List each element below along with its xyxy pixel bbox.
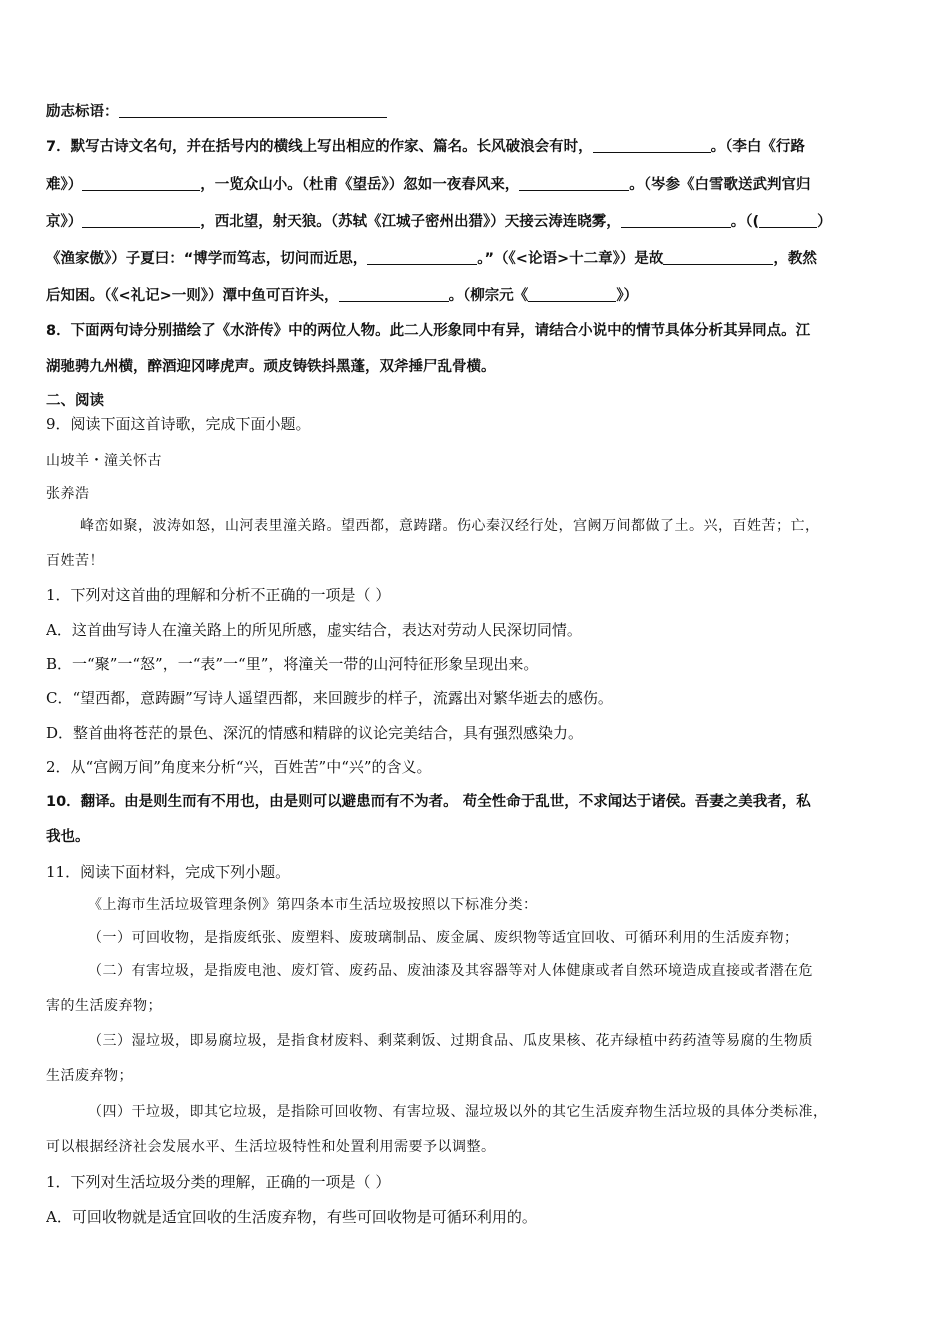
fill-blank [759, 213, 817, 228]
material-line-5: （三）湿垃圾，即易腐垃圾，是指食材废料、剩菜剩饭、过期食品、瓜皮果核、花卉绿植中药药渣等易腐的生物质 [88, 1033, 813, 1049]
q7-line-2: 难》） ，一览众山小。（杜甫《望岳》）忽如一夜春风来， 。（岑参《白雪歌送武判官归 [46, 177, 811, 193]
q7-line-3: 京》） ，西北望，射天狼。（苏轼《江城子密州出猎》）天接云涛连晓雾， 。（( ） [46, 214, 832, 230]
section-heading: 二、阅读 [46, 393, 104, 409]
q7-line-4: 《渔家傲》）子夏曰：“博学而笃志，切问而近思， 。”（《<论语>十二章》）是故 ，教然 [46, 251, 817, 267]
poem-body-2: 百姓苦！ [46, 553, 104, 569]
q8-line-2: 湖驰骋九州横，醉酒迎冈哮虎声。顽皮铸铁抖黑蓬，双斧捶尸乱骨横。 [46, 359, 496, 375]
q11-intro: 11．阅读下面材料，完成下列小题。 [46, 863, 291, 881]
q9-intro: 9．阅读下面这首诗歌，完成下面小题。 [46, 415, 311, 433]
fill-blank [593, 138, 711, 153]
material-line-7: （四）干垃圾，即其它垃圾，是指除可回收物、有害垃圾、湿垃圾以外的其它生活废弃物生活垃圾的具体分类标准， [88, 1104, 828, 1120]
q11-option-a: A．可回收物就是适宜回收的生活废弃物，有些可回收物是可循环利用的。 [46, 1208, 537, 1226]
material-line-8: 可以根据经济社会发展水平、生活垃圾特性和处置利用需要予以调整。 [46, 1139, 496, 1155]
q7-line-5: 后知困。（《<礼记>一则》）潭中鱼可百许头， 。（柳宗元《 》） [46, 288, 639, 304]
material-line-1: 《上海市生活垃圾管理条例》第四条本市生活垃圾按照以下标准分类： [88, 897, 538, 913]
q9-sub2: 2．从“宫阙万间”角度来分析“兴，百姓苦”中“兴”的含义。 [46, 758, 432, 776]
q10-line-1: 10．翻译。由是则生而有不用也，由是则可以避患而有不为者。 苟全性命于乱世，不求闻达于诸侯。吾妻之美我者，私 [46, 794, 811, 810]
material-line-4: 害的生活废弃物； [46, 998, 162, 1014]
q8-line-1: 8．下面两句诗分别描绘了《水浒传》中的两位人物。此二人形象同中有异，请结合小说中的情节具体分析其异同点。江 [46, 323, 811, 339]
fill-blank [519, 176, 629, 191]
poem-title: 山坡羊・潼关怀古 [46, 453, 162, 469]
fill-blank [528, 287, 616, 302]
poem-body-1: 峰峦如聚，波涛如怒，山河表里潼关路。望西都，意踌躇。伤心秦汉经行处，宫阙万间都做了土。兴，百姓苦；亡， [80, 518, 820, 534]
q9-sub1: 1．下列对这首曲的理解和分析不正确的一项是（ ） [46, 586, 391, 604]
motto-label: 励志标语： [46, 104, 119, 120]
q9-option-c: C．“望西都，意踌蹰”写诗人遥望西都，来回踱步的样子，流露出对繁华逝去的感伤。 [46, 689, 613, 707]
fill-blank [339, 287, 449, 302]
fill-blank [82, 213, 200, 228]
motto-blank [119, 103, 387, 118]
motto-line [46, 102, 910, 122]
poem-author: 张养浩 [46, 486, 90, 502]
q9-option-d: D．整首曲将苍茫的景色、深沉的情感和精辟的议论完美结合，具有强烈感染力。 [46, 724, 584, 742]
material-line-2: （一）可回收物，是指废纸张、废塑料、废玻璃制品、废金属、废织物等适宜回收、可循环利用的生活废弃物； [88, 930, 799, 946]
fill-blank [367, 250, 477, 265]
q11-sub1: 1．下列对生活垃圾分类的理解，正确的一项是（ ） [46, 1173, 391, 1191]
fill-blank [82, 176, 200, 191]
q10-line-2: 我也。 [46, 829, 90, 845]
q9-option-b: B．一“聚”一“怒”，一“表”一“里”，将潼关一带的山河特征形象呈现出来。 [46, 655, 539, 673]
material-line-3: （二）有害垃圾，是指废电池、废灯管、废药品、废油漆及其容器等对人体健康或者自然环境造成直接或者潜在危 [88, 963, 813, 979]
q7-line-1: 7．默写古诗文名句，并在括号内的横线上写出相应的作家、篇名。长风破浪会有时， 。（李白《行路 [46, 139, 805, 155]
fill-blank [663, 250, 773, 265]
material-line-6: 生活废弃物； [46, 1068, 133, 1084]
q9-option-a: A．这首曲写诗人在潼关路上的所见所感，虚实结合，表达对劳动人民深切同情。 [46, 621, 582, 639]
fill-blank [621, 213, 731, 228]
